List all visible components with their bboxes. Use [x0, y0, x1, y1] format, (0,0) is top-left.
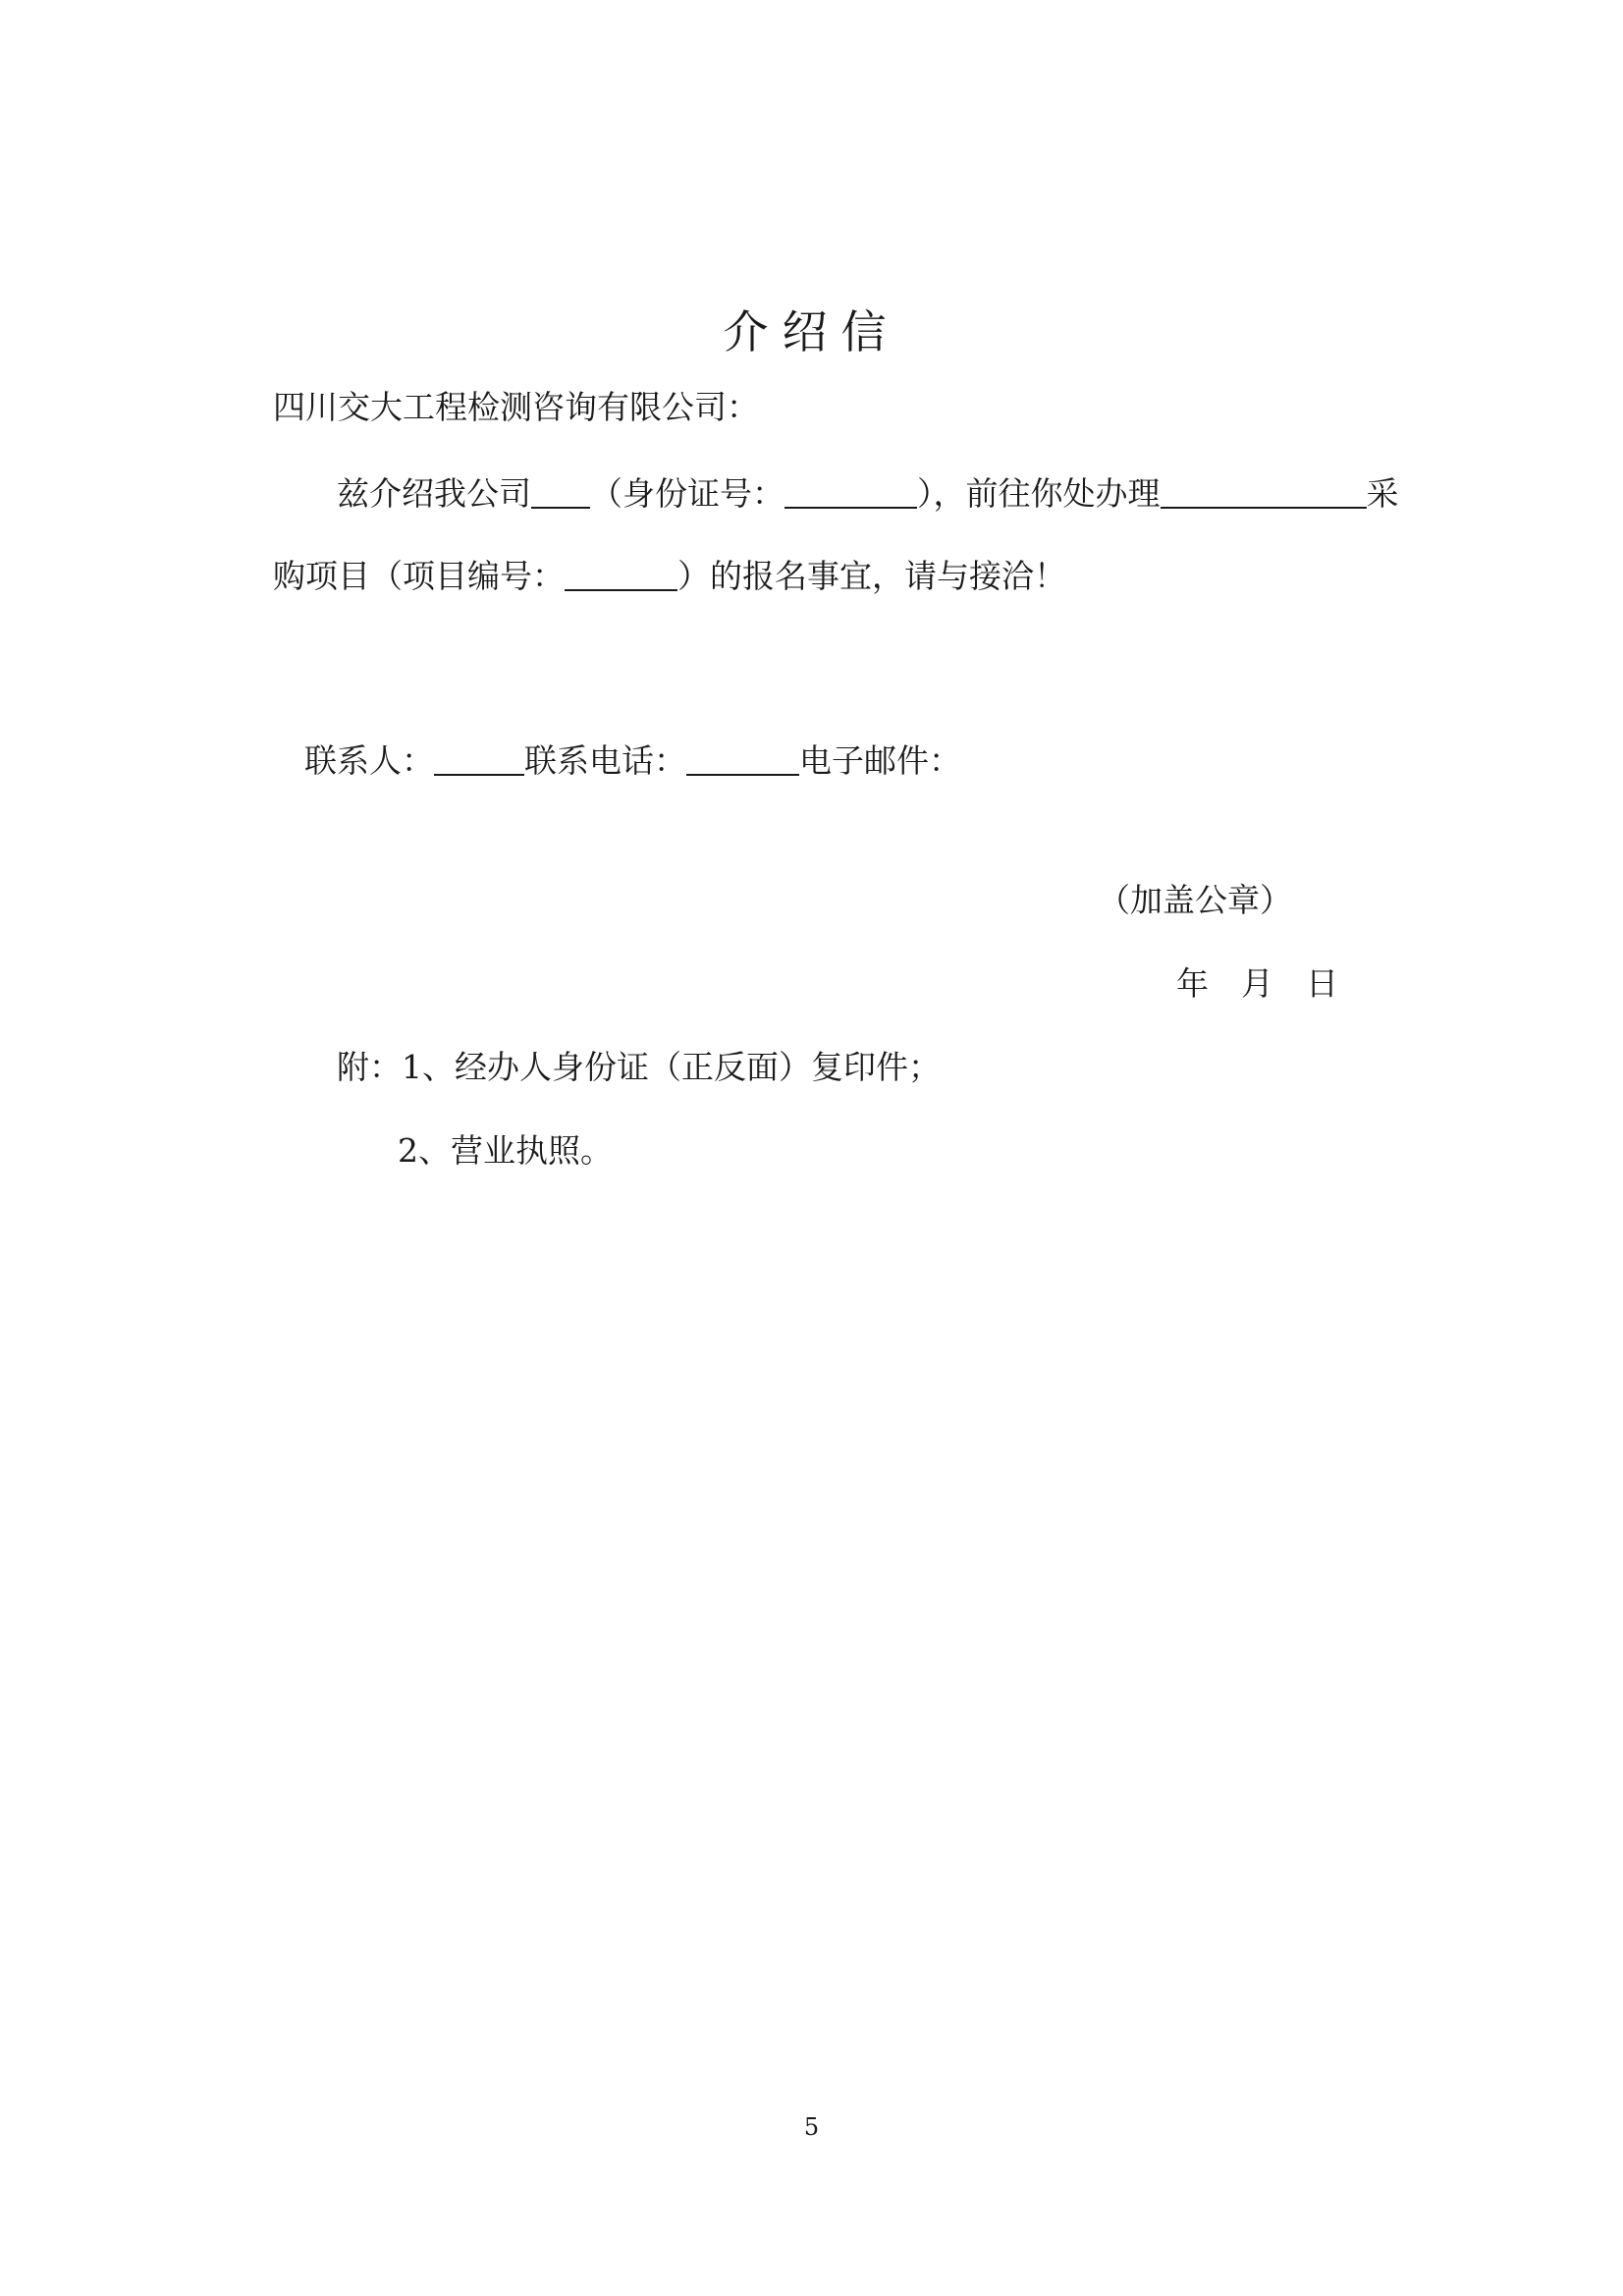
- page-number: 5: [803, 2113, 820, 2141]
- representative-name-blank: [531, 477, 590, 509]
- contact-person-blank: [434, 744, 524, 776]
- attachment-item-1: 附：1、经办人身份证（正反面）复印件；: [337, 1048, 941, 1086]
- document-title: 介绍信: [723, 305, 900, 358]
- contact-email-label: 电子邮件：: [799, 741, 961, 780]
- recipient-line: 四川交大工程检测咨询有限公司：: [273, 388, 759, 426]
- body-text: 兹介绍我公司: [337, 474, 531, 513]
- seal-note: （加盖公章）: [1098, 881, 1292, 919]
- body-text: ）的报名事宜，请与接洽！: [677, 557, 1066, 595]
- project-name-blank: [1161, 477, 1367, 509]
- body-text: 购项目（项目编号：: [273, 557, 565, 595]
- project-number-blank: [565, 560, 677, 591]
- contact-person-label: 联系人：: [304, 741, 434, 780]
- date-line: 年 月 日: [1176, 964, 1338, 1003]
- body-line-1: [337, 474, 1399, 513]
- id-number-blank: [784, 477, 917, 509]
- attachment-item-2: 2、营业执照。: [398, 1131, 613, 1170]
- body-text: ），前往你处办理: [917, 474, 1161, 513]
- contact-phone-label: 联系电话：: [524, 741, 686, 780]
- body-text: 采: [1366, 474, 1399, 513]
- body-line-2: [273, 557, 1066, 595]
- contact-phone-blank: [686, 744, 799, 776]
- body-text: （身份证号：: [590, 474, 784, 513]
- contact-line: [304, 741, 961, 780]
